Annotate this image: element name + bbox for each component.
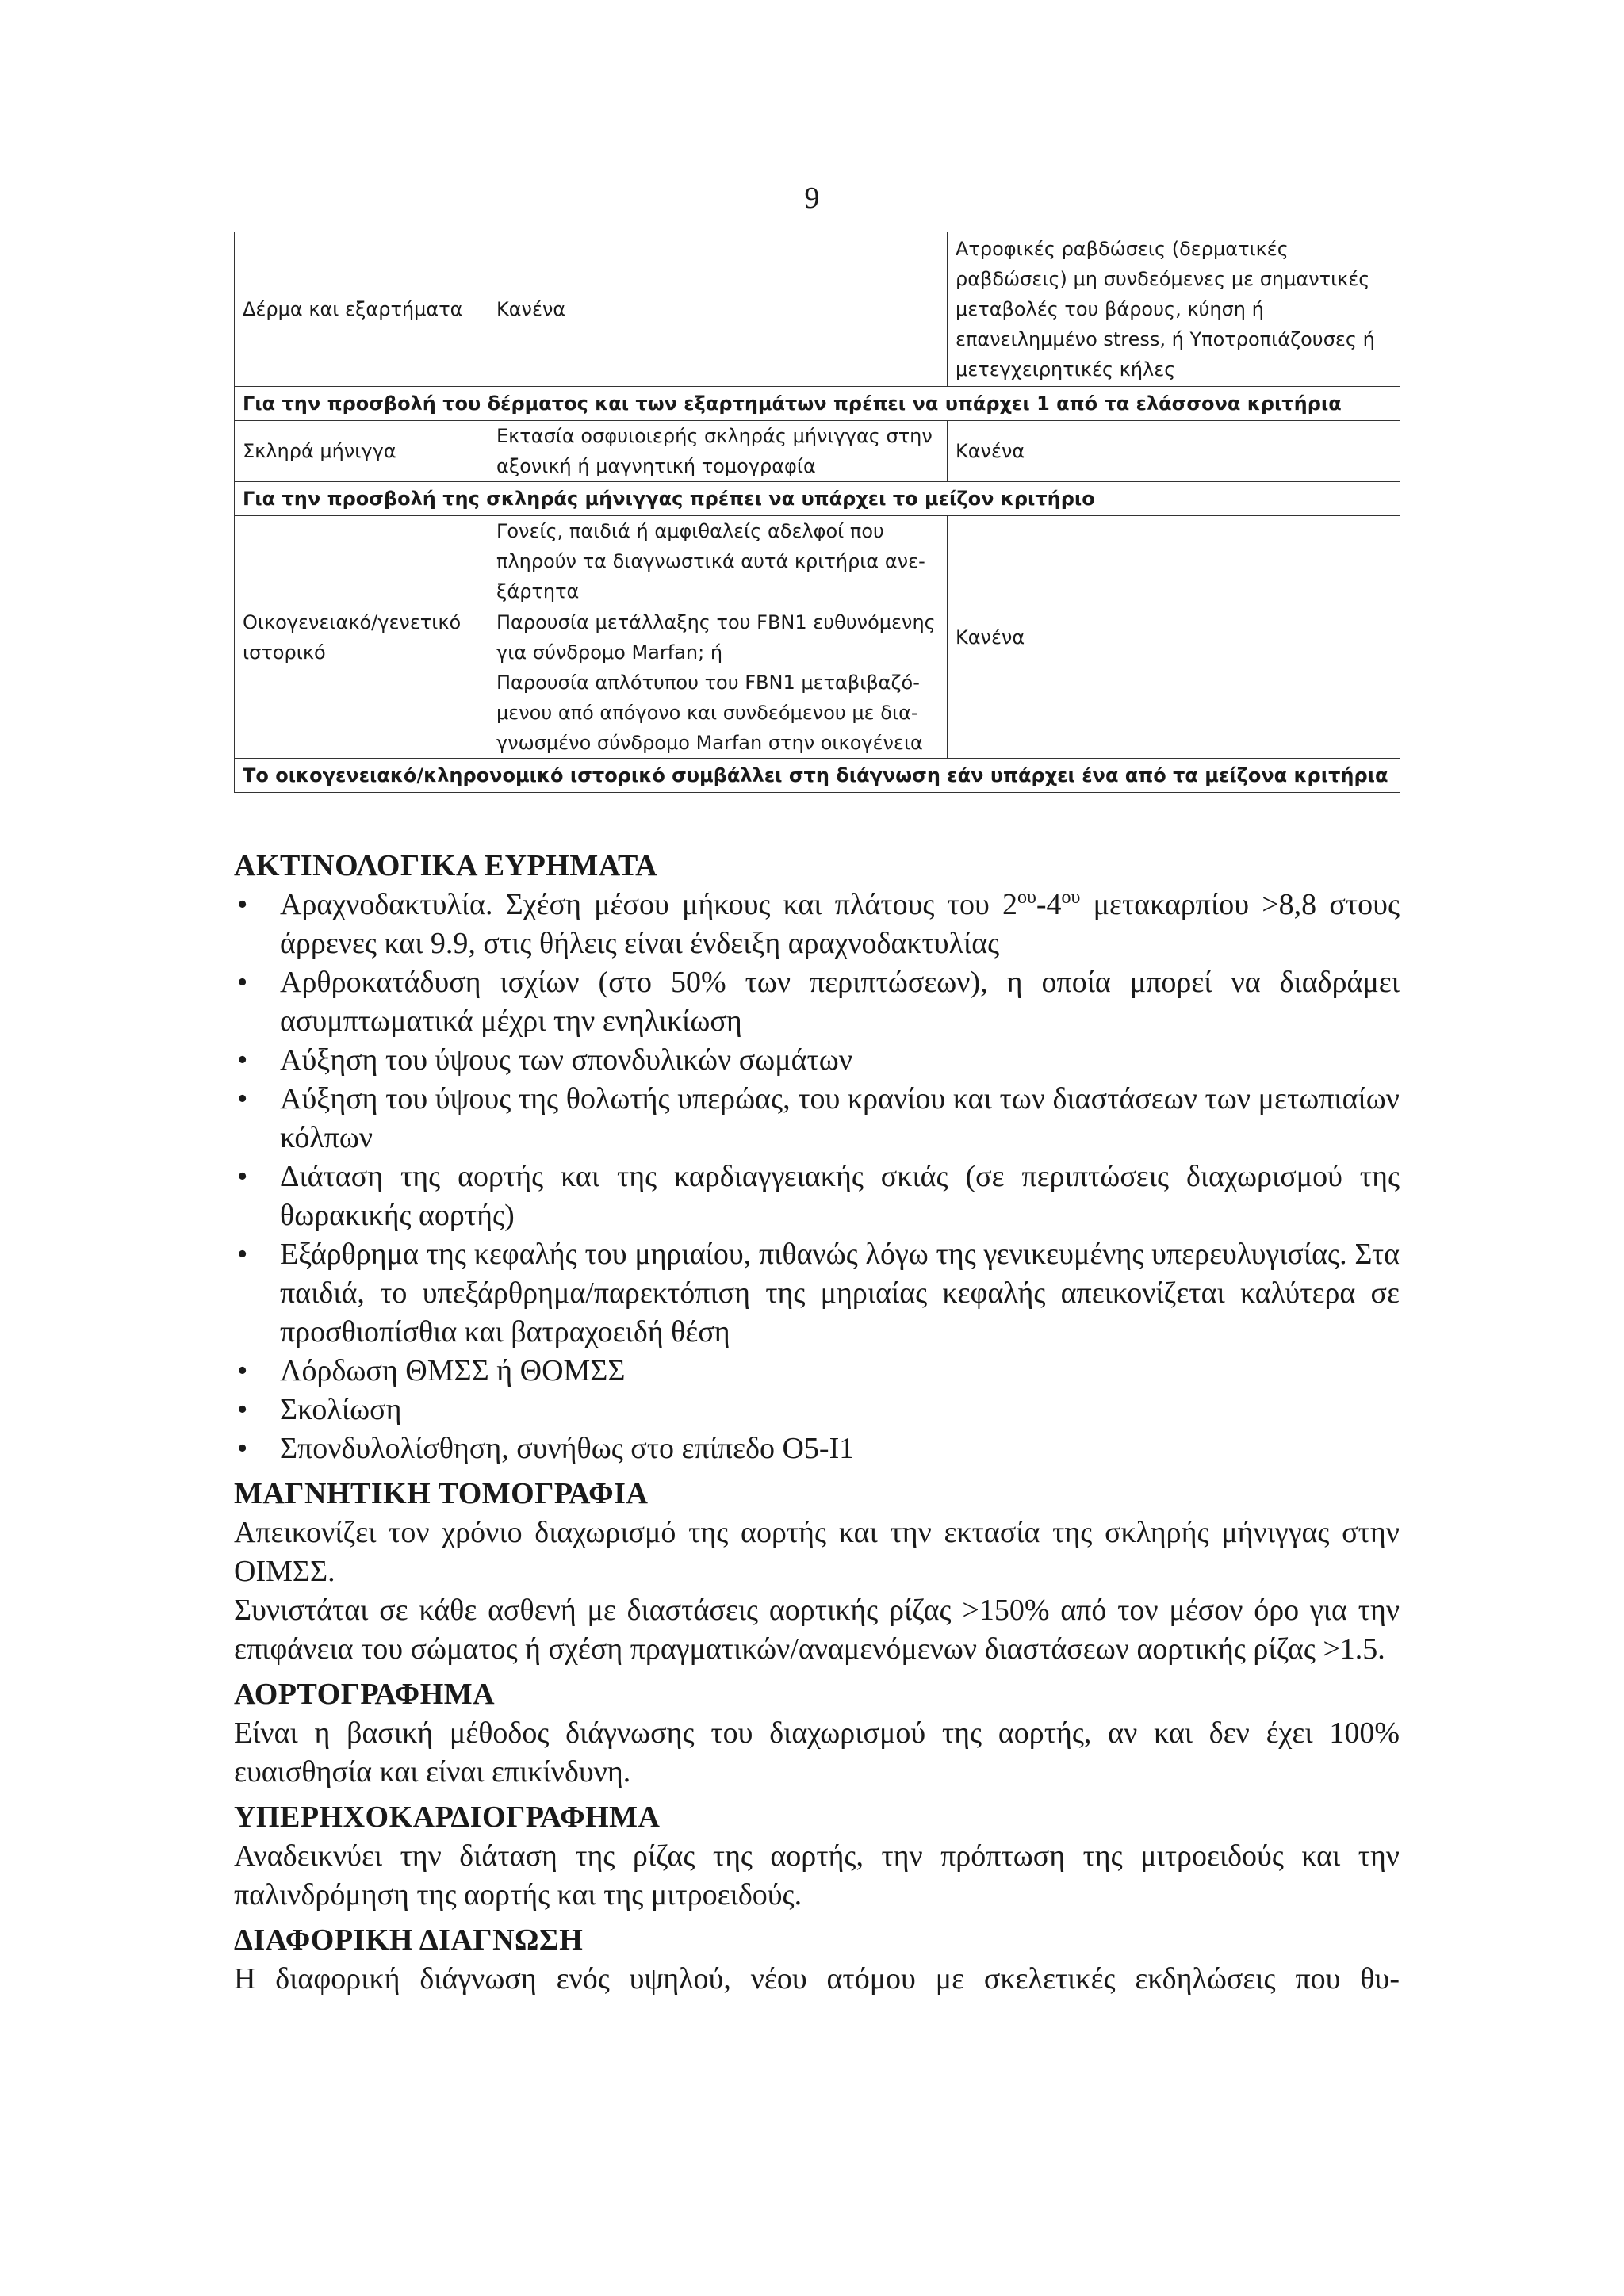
- list-item: • Αύξηση του ύψους της θολωτής υπερώας, του κρανίου και των διαστάσεων των μετωπιαίων κόλπων: [234, 1080, 1400, 1158]
- minor-criteria-dura: Κανένα: [948, 421, 1400, 482]
- major-criteria-family-2: [488, 607, 948, 759]
- list-item: • Λόρδωση ΘΜΣΣ ή ΘΟΜΣΣ: [234, 1352, 1400, 1391]
- note-dura: Για την προσβολή της σκληράς μήνιγγας πρέπει να υπάρχει το μείζον κριτήριο: [235, 482, 1400, 516]
- paragraph: Συνιστάται σε κάθε ασθενή με διαστάσεις αορτικής ρίζας >150% από τον μέσον όρο για την επιφάνεια του σώματος ή σχέση πραγματικών/αναμενόμενων διαστάσεων αορτικής ρίζας >1.5.: [234, 1594, 1400, 1666]
- diagnostic-criteria-table: [234, 232, 1400, 793]
- section-title-mri: ΜΑΓΝΗΤΙΚΗ ΤΟΜΟΓΡΑΦΙΑ: [234, 1477, 649, 1510]
- table-note-row-skin: [235, 387, 1400, 421]
- major-criteria-skin: Κανένα: [488, 232, 948, 387]
- table-row-family-1: [235, 516, 1400, 607]
- page-number: 9: [804, 182, 820, 215]
- list-item: • Αραχνοδακτυλία. Σχέση μέσου μήκους και πλάτους του $2^{o\upsilon}-4^{o\upsilon}$ μετακαρπίου >8,8 στους άρρενες και 9.9, στις θήλεις είναι ένδειξη αραχνοδακτυλίας: [234, 886, 1400, 963]
- section-title-radiology: ΑΚΤΙΝΟΛΟΓΙΚΑ ΕΥΡΗΜΑΤΑ: [234, 849, 658, 882]
- section-title-aortogram: ΑΟΡΤΟΓΡΑΦΗΜΑ: [234, 1678, 496, 1711]
- row-label-dura: Σκληρά μήνιγγα: [235, 421, 488, 482]
- paragraph: Αναδεικνύει την διάταση της ρίζας της αορτής, την πρόπτωση της μιτροειδούς και την παλινδρόμηση της αορτής και της μιτροειδούς.: [234, 1839, 1400, 1911]
- table-row-dura: [235, 421, 1400, 482]
- minor-criteria-family: Κανένα: [948, 516, 1400, 759]
- section-title-echo: ΥΠΕΡΗΧΟΚΑΡΔΙΟΓΡΑΦΗΜΑ: [234, 1800, 661, 1834]
- table-note-row-family: [235, 759, 1400, 793]
- list-item: • Αρθροκατάδυση ισχίων (στο 50% των περιπτώσεων), η οποία μπορεί να διαδράμει ασυμπτωματικά μέχρι την ενηλικίωση: [234, 963, 1400, 1041]
- major-criteria-dura: Εκτασία οσφυιοιερής σκληράς μήνιγγας στην αξονική ή μαγνητική τομογραφία: [488, 421, 948, 482]
- note-skin: Για την προσβολή του δέρματος και των εξαρτημάτων πρέπει να υπάρχει 1 από τα ελάσσονα κριτήρια: [235, 387, 1400, 421]
- table-note-row-dura: [235, 482, 1400, 516]
- main-text: [234, 847, 1400, 1999]
- paragraph: Απεικονίζει τον χρόνιο διαχωρισμό της αορτής και την εκτασία της σκληρής μήνιγγας στην ΟΙΜΣΣ.: [234, 1516, 1400, 1588]
- list-item: • Σκολίωση: [234, 1391, 1400, 1429]
- note-family: Το οικογενειακό/κληρονομικό ιστορικό συμβάλλει στη διάγνωση εάν υπάρχει ένα από τα μείζονα κριτήρια: [235, 759, 1400, 793]
- row-label-skin: Δέρμα και εξαρτήματα: [235, 232, 488, 387]
- major-criteria-family-2a: Παρουσία μετάλλαξης του FBN1 ευθυνόμενης για σύνδρομο Marfan; ή: [496, 611, 936, 664]
- paragraph: Η διαφορική διάγνωση ενός υψηλού, νέου ατόμου με σκελετικές εκδηλώσεις που θυ-: [234, 1962, 1400, 1996]
- list-item: • Αύξηση του ύψους των σπονδυλικών σωμάτων: [234, 1041, 1400, 1080]
- minor-criteria-skin: Ατροφικές ραβδώσεις (δερματικές ραβδώσεις) μη συνδεόμενες με σημαντικές μεταβολές του βάρους, κύηση ή επανειλημμένο stress, ή Υποτροπιάζουσες ή μετεγχειρητικές κήλες: [948, 232, 1400, 387]
- major-criteria-family-1: Γονείς, παιδιά ή αμφιθαλείς αδελφοί που πληρούν τα διαγνωστικά αυτά κριτήρια ανεξάρτητα: [488, 516, 948, 607]
- row-label-family: Οικογενειακό/γενετικό ιστορικό: [235, 516, 488, 759]
- major-criteria-family-2b: Παρουσία απλότυπου του FBN1 μεταβιβαζόμενου από απόγονο και συνδεόμενου με διαγνωσμένο σύνδρομο Marfan στην οικογένεια: [496, 672, 923, 754]
- list-item: • Σπονδυλολίσθηση, συνήθως στο επίπεδο Ο5-Ι1: [234, 1429, 1400, 1468]
- radiology-findings-list: [234, 886, 1400, 1468]
- list-item: • Εξάρθρημα της κεφαλής του μηριαίου, πιθανώς λόγω της γενικευμένης υπερευλυγισίας. Στα παιδιά, το υπεξάρθρημα/παρεκτόπιση της μηριαίας κεφαλής απεικονίζεται καλύτερα σε προσθιοπίσθια και βατραχοειδή θέση: [234, 1235, 1400, 1352]
- list-item: • Διάταση της αορτής και της καρδιαγγειακής σκιάς (σε περιπτώσεις διαχωρισμού της θωρακικής αορτής): [234, 1158, 1400, 1235]
- table-row-skin: [235, 232, 1400, 387]
- paragraph: Είναι η βασική μέθοδος διάγνωσης του διαχωρισμού της αορτής, αν και δεν έχει 100% ευαισθησία και είναι επικίνδυνη.: [234, 1716, 1400, 1789]
- section-title-differential: ΔΙΑΦΟΡΙΚΗ ΔΙΑΓΝΩΣΗ: [234, 1923, 584, 1957]
